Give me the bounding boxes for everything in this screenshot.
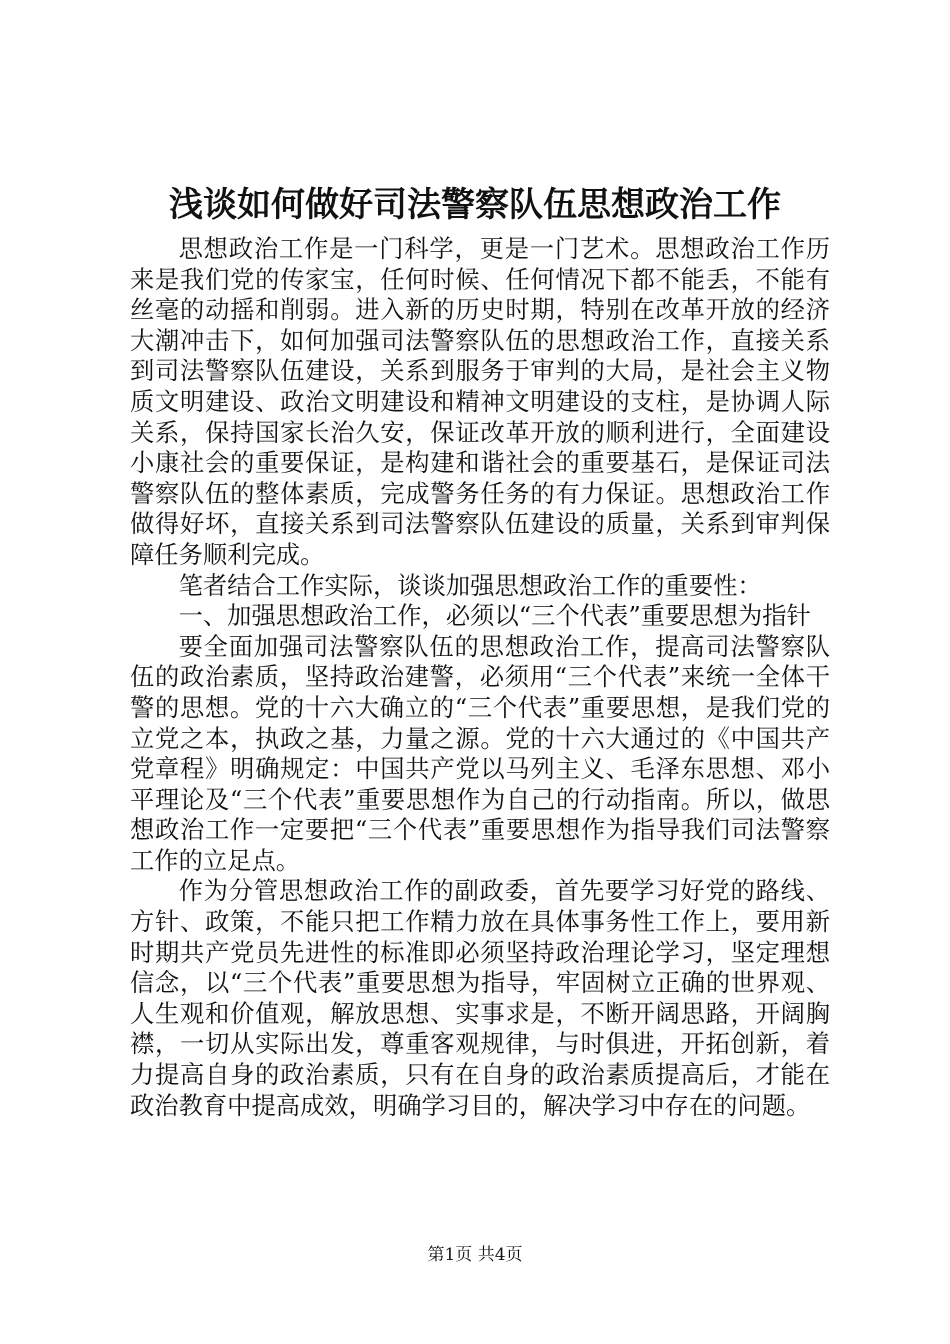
page-footer: 第1页 共4页 [427,1245,523,1265]
paragraph-lead: 笔者结合工作实际，谈谈加强思想政治工作的重要性： [178,570,762,600]
paragraph-intro: 思想政治工作是一门科学，更是一门艺术。思想政治工作历来是我们党的传家宝，任何时候、任何情况下都不能丢，不能有丝毫的动摇和削弱。进入新的历史时期，特别在改革开放的经济大潮冲击下，如何加强司法警察队伍的思想政治工作，直接关系到司法警察队伍建设，关系到服务于审判的大局，是社会主义物质文明建设、政治文明建设和精神文明建设的支柱，是协调人际关系，保持国家长治久安，保证改革开放的顺利进行，全面建设小康社会的重要保证，是构建和谐社会的重要基石，是保证司法警察队伍的整体素质，完成警务任务的有力保证。思想政治工作做得好坏，直接关系到司法警察队伍建设的质量，关系到审判保障任务顺利完成。 [130,234,830,569]
paragraph-section-1b: 作为分管思想政治工作的副政委，首先要学习好党的路线、方针、政策，不能只把工作精力放在具体事务性工作上，要用新时期共产党员先进性的标准即必须坚持政治理论学习，坚定理想信念，以“三个代表”重要思想为指导，牢固树立正确的世界观、人生观和价值观，解放思想、实事求是，不断开阔思路，开阔胸襟，一切从实际出发，尊重客观规律，与时俱进，开拓创新，着力提高自身的政治素质，只有在自身的政治素质提高后，才能在政治教育中提高成效，明确学习目的，解决学习中存在的问题。 [130,876,830,1120]
section-heading-1: 一、加强思想政治工作，必须以“三个代表”重要思想为指针 [178,601,811,631]
paragraph-section-1: 要全面加强司法警察队伍的思想政治工作，提高司法警察队伍的政治素质，坚持政治建警，必须用“三个代表”来统一全体干警的思想。党的十六大确立的“三个代表”重要思想，是我们党的立党之本，执政之基，力量之源。党的十六大通过的《中国共产党章程》明确规定：中国共产党以马列主义、毛泽东思想、邓小平理论及“三个代表”重要思想作为自己的行动指南。所以，做思想政治工作一定要把“三个代表”重要思想作为指导我们司法警察工作的立足点。 [130,631,830,875]
document-title: 浅谈如何做好司法警察队伍思想政治工作 [169,185,781,225]
document-body [130,234,830,1121]
